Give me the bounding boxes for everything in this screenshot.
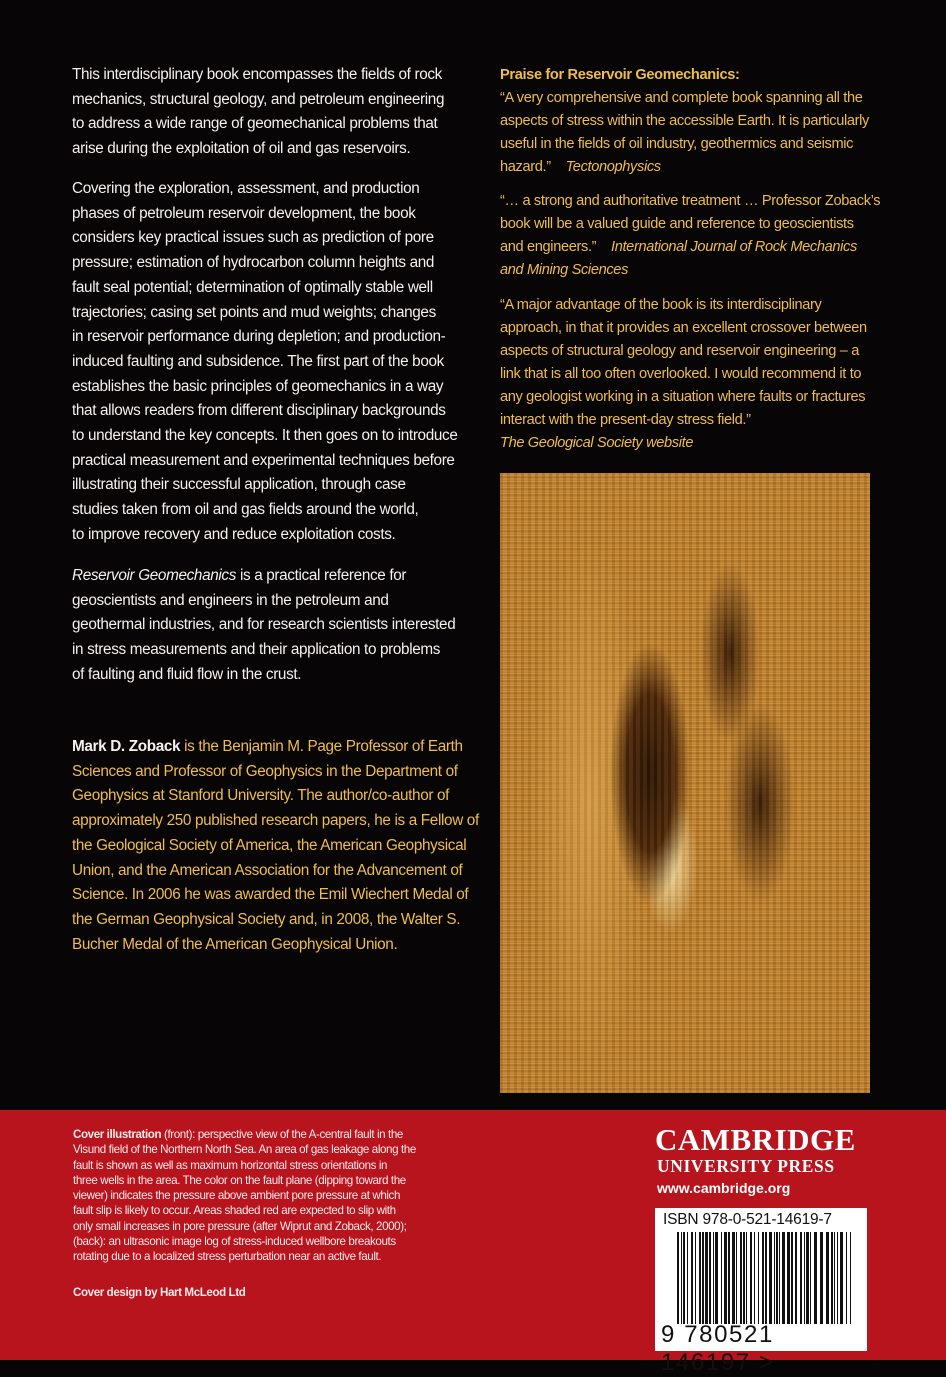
- barcode-bars: [677, 1232, 857, 1324]
- barcode-bar: [740, 1232, 742, 1324]
- author-name: Mark D. Zoback: [72, 738, 181, 755]
- lines: [500, 190, 880, 236]
- ultrasonic-image-log: [500, 473, 870, 1093]
- barcode-bar: [691, 1232, 693, 1324]
- text: is the Benjamin M. Page Professor of Earth: [180, 738, 463, 755]
- text-line: link that is all too often overlooked. I would recommend it to: [500, 366, 862, 382]
- text-line: in reservoir performance during depletion; and production-: [72, 328, 446, 346]
- text-line: to address a wide range of geomechanical problems that: [72, 115, 438, 133]
- barcode-bar: [765, 1232, 767, 1324]
- quote-source: Tectonophysics: [565, 159, 661, 175]
- barcode-bar: [804, 1232, 805, 1324]
- barcode-bar: [779, 1232, 780, 1324]
- barcode-bar: [677, 1232, 679, 1324]
- quote-2: [500, 190, 880, 282]
- publisher-logo-sub: UNIVERSITY PRESS: [657, 1156, 835, 1176]
- text-line: approach, in that it provides an excellent crossover between: [500, 320, 867, 336]
- text-line: induced faulting and subsidence. The first part of the book: [72, 352, 444, 370]
- text-line: (back): an ultrasonic image log of stress-induced wellbore breakouts: [73, 1235, 396, 1249]
- text-line: to understand the key concepts. It then goes on to introduce: [72, 427, 458, 445]
- barcode-bar: [758, 1232, 759, 1324]
- lines: [72, 760, 479, 958]
- text-line: approximately 250 published research papers, he is a Fellow of: [72, 812, 479, 830]
- barcode-bar: [750, 1232, 752, 1324]
- barcode-bar: [724, 1232, 727, 1324]
- cover-credits: [73, 1127, 416, 1265]
- barcode-bar: [681, 1232, 682, 1324]
- quote-3: [500, 294, 867, 455]
- text-line: the Geological Society of America, the American Geophysical: [72, 836, 467, 854]
- text: and engineers.”: [500, 239, 597, 255]
- barcode-bar: [687, 1232, 688, 1324]
- text-line: “… a strong and authoritative treatment … Professor Zoback’s: [500, 193, 881, 209]
- text-line: book will be a valued guide and reference to geoscientists: [500, 216, 854, 232]
- barcode-bar: [762, 1232, 764, 1324]
- text-line: Science. In 2006 he was awarded the Emil Wiechert Medal of: [72, 886, 469, 904]
- barcode-bar: [791, 1232, 793, 1324]
- quote-1: [500, 87, 869, 156]
- text-line: three wells in the area. The color on the fault plane (dipping toward the: [73, 1173, 406, 1187]
- text-line: Geophysics at Stanford University. The author/co-author of: [72, 787, 450, 805]
- barcode-bar: [721, 1232, 722, 1324]
- praise-heading: Praise for Reservoir Geomechanics:: [500, 67, 740, 83]
- barcode-bar: [831, 1232, 833, 1324]
- barcode-bar: [713, 1232, 714, 1324]
- barcode-bar: [746, 1232, 747, 1324]
- barcode-bar: [702, 1232, 704, 1324]
- barcode-bar: [709, 1232, 711, 1324]
- barcode-bar: [699, 1232, 701, 1324]
- lines: [72, 589, 455, 688]
- barcode-bar: [715, 1232, 718, 1324]
- text-line: fault seal potential; determination of optimally stable well: [72, 278, 433, 296]
- blurb-paragraph-3: [72, 564, 455, 688]
- barcode-bar: [814, 1232, 817, 1324]
- quote-source: and Mining Sciences: [500, 262, 629, 278]
- text-line: Bucher Medal of the American Geophysical Union.: [72, 935, 398, 953]
- cover-design-credit: Cover design by Hart McLeod Ltd: [73, 1286, 246, 1299]
- text-line: pressure; estimation of hydrocarbon column heights and: [72, 254, 435, 272]
- text-line: Visund field of the Northern North Sea. An area of gas leakage along the: [73, 1143, 416, 1157]
- text-line: geoscientists and engineers in the petroleum and: [72, 591, 389, 609]
- quote-source: International Journal of Rock Mechanics: [611, 239, 857, 255]
- text: is a practical reference for: [236, 567, 407, 584]
- text-line: useful in the fields of oil industry, geothermics and seismic: [500, 136, 854, 152]
- barcode-bar: [820, 1232, 823, 1324]
- barcode-bar: [806, 1232, 809, 1324]
- text-line: to improve recovery and reduce exploitation costs.: [72, 525, 396, 543]
- text-line: only small increases in pore pressure (after Wiprut and Zoback, 2000);: [73, 1219, 407, 1233]
- barcode-digits: 9 780521 146197 >: [661, 1321, 775, 1376]
- text-line: Union, and the American Association for the Advancement of: [72, 861, 463, 879]
- barcode-bar: [800, 1232, 802, 1324]
- barcode-bar: [769, 1232, 772, 1324]
- text-line: viewer) indicates the pressure above ambient pore pressure at which: [73, 1189, 400, 1203]
- barcode-bar: [840, 1232, 843, 1324]
- text-line: considers key practical issues such as prediction of pore: [72, 229, 434, 247]
- text-line: in stress measurements and their application to problems: [72, 641, 441, 659]
- quote-source: The Geological Society website: [500, 435, 694, 451]
- barcode-bar: [846, 1232, 847, 1324]
- text: (front): perspective view of the A-central fault in the: [161, 1128, 403, 1141]
- barcode-bar: [754, 1232, 755, 1324]
- text-line: “A very comprehensive and complete book spanning all the: [500, 90, 863, 106]
- barcode-bar: [787, 1232, 790, 1324]
- barcode-bar: [728, 1232, 730, 1324]
- barcode-bar: [850, 1232, 851, 1324]
- text-line: practical measurement and experimental techniques before: [72, 451, 455, 469]
- praise-section: [500, 64, 869, 179]
- barcode-bar: [837, 1232, 838, 1324]
- text-line: interact with the present-day stress field.”: [500, 412, 751, 428]
- text-line: fault slip is likely to occur. Areas shaded red are expected to slip with: [73, 1204, 396, 1218]
- text-line: of faulting and fluid flow in the crust.: [72, 665, 302, 683]
- text-line: This interdisciplinary book encompasses the fields of rock: [72, 66, 442, 83]
- text-line: rotating due to a localized stress perturbation near an active fault.: [73, 1250, 382, 1264]
- text-line: any geologist working in a situation where faults or fractures: [500, 389, 866, 405]
- text-line: that allows readers from different disciplinary backgrounds: [72, 402, 446, 420]
- barcode-bar: [776, 1232, 778, 1324]
- credit-label: Cover illustration: [73, 1128, 162, 1141]
- text-line: arise during the exploitation of oil and gas reservoirs.: [72, 140, 411, 158]
- barcode-bar: [774, 1232, 775, 1324]
- blurb-paragraph-1: [72, 63, 444, 162]
- publisher-website: www.cambridge.org: [657, 1180, 791, 1196]
- text-line: Sciences and Professor of Geophysics in the Department of: [72, 762, 458, 780]
- barcode-bar: [834, 1232, 835, 1324]
- text-line: trajectories; casing set points and mud weights; changes: [72, 303, 436, 321]
- text-line: aspects of stress within the accessible Earth. It is particularly: [500, 113, 870, 129]
- text-line: mechanics, structural geology, and petroleum engineering: [72, 90, 445, 108]
- text: hazard.”: [500, 159, 551, 175]
- blurb-paragraph-2: [72, 177, 458, 548]
- book-title: Reservoir Geomechanics: [72, 567, 237, 584]
- barcode-bar: [705, 1232, 708, 1324]
- author-bio: [72, 735, 479, 957]
- barcode-bar: [795, 1232, 797, 1324]
- text-line: fault is shown as well as maximum horizontal stress orientations in: [73, 1158, 388, 1172]
- isbn-barcode: [655, 1208, 867, 1376]
- barcode-bar: [810, 1232, 811, 1324]
- barcode-bar: [683, 1232, 685, 1324]
- lines: [500, 294, 867, 432]
- text-line: Covering the exploration, assessment, and production: [72, 180, 420, 197]
- lines: [73, 1142, 416, 1264]
- text-line: illustrating their successful application, through case: [72, 476, 406, 494]
- text-line: aspects of structural geology and reservoir engineering – a: [500, 343, 860, 359]
- barcode-bar: [782, 1232, 785, 1324]
- text-line: establishes the basic principles of geomechanics in a way: [72, 377, 444, 395]
- publisher-logo: CAMBRIDGE: [655, 1122, 856, 1157]
- text-line: studies taken from oil and gas fields around the world,: [72, 501, 419, 519]
- text-line: phases of petroleum reservoir development, the book: [72, 204, 416, 222]
- barcode-bar: [695, 1232, 696, 1324]
- text-line: “A major advantage of the book is its interdisciplinary: [500, 297, 822, 313]
- text-line: geothermal industries, and for research scientists interested: [72, 616, 456, 634]
- barcode-bar: [743, 1232, 745, 1324]
- barcode-bar: [826, 1232, 829, 1324]
- barcode-bar: [736, 1232, 737, 1324]
- isbn-text: ISBN 978-0-521-14619-7: [663, 1211, 832, 1228]
- footer-band: [0, 1110, 946, 1376]
- text-line: the German Geophysical Society and, in 2008, the Walter S.: [72, 910, 461, 928]
- barcode-bar: [732, 1232, 735, 1324]
